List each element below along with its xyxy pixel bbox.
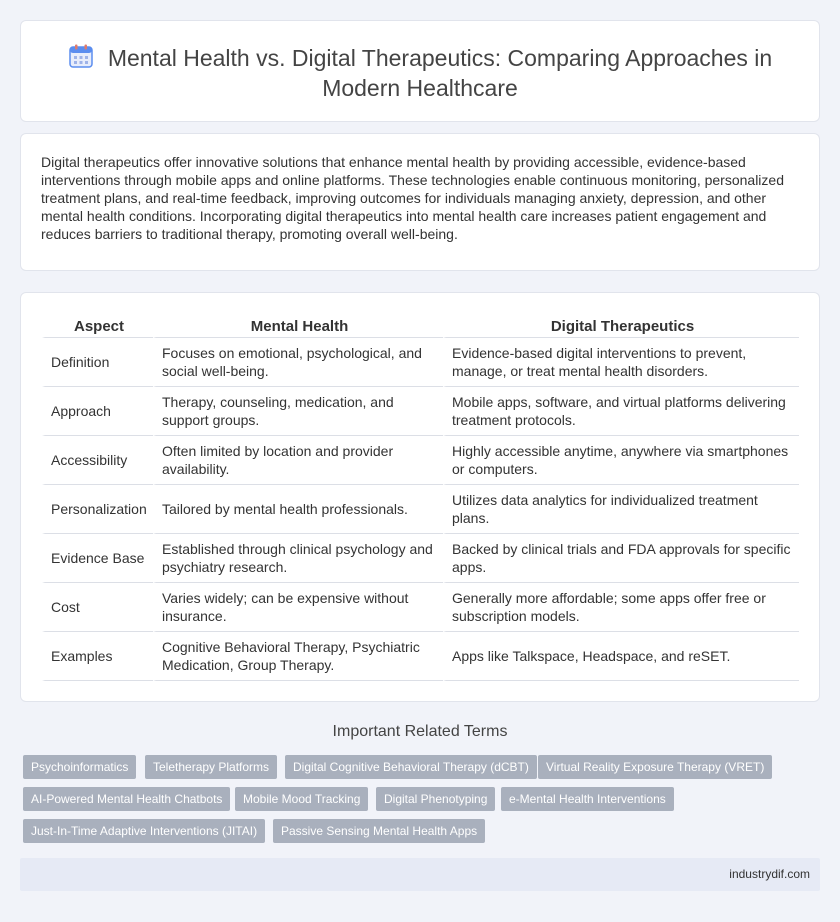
related-term-tag[interactable]: Psychoinformatics xyxy=(23,755,136,779)
cell-digital-therapeutics: Utilizes data analytics for individualized treatment plans. xyxy=(443,485,799,534)
cell-aspect: Evidence Base xyxy=(42,534,153,583)
cell-mental-health: Cognitive Behavioral Therapy, Psychiatric Medication, Group Therapy. xyxy=(153,632,443,681)
related-term-tag[interactable]: Mobile Mood Tracking xyxy=(235,787,368,811)
cell-aspect: Cost xyxy=(42,583,153,632)
page-title-block xyxy=(21,43,819,103)
intro-paragraph: Digital therapeutics offer innovative solutions that enhance mental health by providing accessible, evidence-based interventions through mobile apps and online platforms. These technologies enable continuous monitoring, personalized treatment plans, and real-time feedback, improving outcomes for individuals managing anxiety, depression, and other mental health conditions. Incorporating digital therapeutics into mental health care increases patient engagement and reduces barriers to traditional therapy, promoting overall well-being. xyxy=(41,154,784,242)
header-aspect: Aspect xyxy=(42,314,153,338)
cell-aspect: Accessibility xyxy=(42,436,153,485)
related-term-tag[interactable]: Digital Cognitive Behavioral Therapy (dCBT) xyxy=(285,755,537,779)
calendar-icon xyxy=(68,43,94,69)
related-term-tag[interactable]: Teletherapy Platforms xyxy=(145,755,277,779)
header-card xyxy=(20,20,820,122)
table-row xyxy=(42,436,799,485)
cell-digital-therapeutics: Evidence-based digital interventions to prevent, manage, or treat mental health disorders. xyxy=(443,338,799,387)
related-term-tag[interactable]: Just-In-Time Adaptive Interventions (JITAI) xyxy=(23,819,265,843)
cell-digital-therapeutics: Backed by clinical trials and FDA approvals for specific apps. xyxy=(443,534,799,583)
related-term-tag[interactable]: Virtual Reality Exposure Therapy (VRET) xyxy=(538,755,772,779)
table-row xyxy=(42,485,799,534)
related-term-tag[interactable]: AI-Powered Mental Health Chatbots xyxy=(23,787,230,811)
cell-digital-therapeutics: Highly accessible anytime, anywhere via smartphones or computers. xyxy=(443,436,799,485)
cell-digital-therapeutics: Mobile apps, software, and virtual platforms delivering treatment protocols. xyxy=(443,387,799,436)
related-term-tag[interactable]: Passive Sensing Mental Health Apps xyxy=(273,819,485,843)
table-header-row xyxy=(42,314,799,338)
cell-aspect: Definition xyxy=(42,338,153,387)
table-row xyxy=(42,387,799,436)
table-row xyxy=(42,583,799,632)
related-terms-title: Important Related Terms xyxy=(332,723,508,740)
related-term-tag[interactable]: Digital Phenotyping xyxy=(376,787,495,811)
footer xyxy=(20,858,820,891)
cell-mental-health: Focuses on emotional, psychological, and social well-being. xyxy=(153,338,443,387)
table-row xyxy=(42,338,799,387)
cell-aspect: Examples xyxy=(42,632,153,681)
intro-card xyxy=(20,133,820,271)
cell-aspect: Personalization xyxy=(42,485,153,534)
cell-mental-health: Tailored by mental health professionals. xyxy=(153,485,443,534)
cell-mental-health: Therapy, counseling, medication, and support groups. xyxy=(153,387,443,436)
cell-mental-health: Established through clinical psychology and psychiatry research. xyxy=(153,534,443,583)
table-row xyxy=(42,632,799,681)
cell-aspect: Approach xyxy=(42,387,153,436)
header-digital-therapeutics: Digital Therapeutics xyxy=(443,314,799,338)
cell-mental-health: Varies widely; can be expensive without insurance. xyxy=(153,583,443,632)
related-term-tag[interactable]: e-Mental Health Interventions xyxy=(501,787,674,811)
comparison-table-card xyxy=(20,292,820,702)
page-title: Mental Health vs. Digital Therapeutics: Comparing Approaches in Modern Healthcare xyxy=(107,45,773,101)
cell-digital-therapeutics: Generally more affordable; some apps offer free or subscription models. xyxy=(443,583,799,632)
comparison-table xyxy=(42,314,799,681)
footer-site: industrydif.com xyxy=(729,867,810,881)
cell-mental-health: Often limited by location and provider availability. xyxy=(153,436,443,485)
cell-digital-therapeutics: Apps like Talkspace, Headspace, and reSET. xyxy=(443,632,799,681)
header-mental-health: Mental Health xyxy=(153,314,443,338)
table-row xyxy=(42,534,799,583)
